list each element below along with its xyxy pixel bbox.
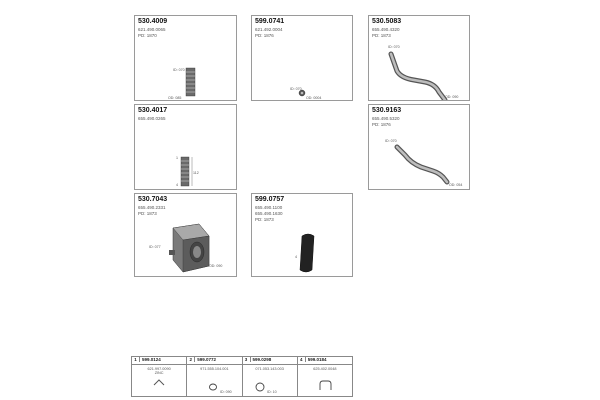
hanger-icon xyxy=(298,375,353,397)
dim-label: 4 xyxy=(295,255,297,259)
part-note: PD: 1876 xyxy=(255,33,274,38)
ring-clamp-icon xyxy=(243,375,298,397)
accessory-part-number: 599.0124 xyxy=(142,357,161,362)
dim-label: 1 xyxy=(176,156,178,160)
part-reference: 655.490.2331 xyxy=(138,205,166,210)
dim-label: 4 xyxy=(176,183,178,187)
part-card-530-9163[interactable] xyxy=(368,104,470,190)
part-reference: 655.490.4320 xyxy=(372,27,400,32)
dim-label: ID: 090 xyxy=(220,390,232,394)
dim-label: 112 xyxy=(193,171,199,175)
bracket-icon xyxy=(132,375,187,397)
part-number: 599.0741 xyxy=(255,18,285,25)
part-note: PD: 1873 xyxy=(372,33,391,38)
part-reference: 621.492.0004 xyxy=(255,27,283,32)
part-number: 599.0757 xyxy=(255,196,285,203)
accessory-reference: 621.997.0090 xyxy=(147,367,171,371)
bent-pipe-drawing xyxy=(369,105,470,190)
muffler-drawing xyxy=(135,194,237,277)
accessory-cell[interactable] xyxy=(242,357,297,397)
part-note: PD: 1876 xyxy=(372,122,391,127)
dim-label: ID: 070 xyxy=(290,87,302,91)
part-card-530-4017[interactable] xyxy=(134,104,237,190)
dim-label: ID: 10 xyxy=(266,390,277,394)
dim-label: OD: 090 xyxy=(209,264,223,268)
clamp-ring-drawing xyxy=(252,16,353,101)
accessory-index: 2 xyxy=(187,357,195,362)
accessory-reference-2: ZINC xyxy=(154,371,164,375)
part-card-599-0757[interactable] xyxy=(251,193,353,277)
accessory-part-number: 599.0184 xyxy=(307,357,327,362)
part-reference: 655.490.5320 xyxy=(372,116,400,121)
accessory-part-number: 599.0298 xyxy=(252,357,272,362)
clamp-icon xyxy=(187,375,242,397)
part-card-530-7043[interactable] xyxy=(134,193,237,277)
accessory-cell[interactable] xyxy=(297,357,352,397)
flex-pipe-drawing xyxy=(135,16,237,101)
part-number: 530.4017 xyxy=(138,107,168,114)
accessory-cell[interactable] xyxy=(187,357,242,397)
part-card-530-5083[interactable] xyxy=(368,15,470,101)
dim-label: OD: 054 xyxy=(449,183,463,187)
dim-label: ID: 077 xyxy=(149,245,161,249)
accessory-index: 4 xyxy=(298,357,306,362)
part-note: PD: 1873 xyxy=(255,217,274,222)
accessory-cell[interactable] xyxy=(132,357,187,397)
part-number: 530.5083 xyxy=(372,18,402,25)
accessory-reference: 625.402.0048 xyxy=(313,367,337,371)
part-card-599-0741[interactable] xyxy=(251,15,353,101)
part-reference: 621.490.0065 xyxy=(138,27,166,32)
part-reference-2: 655.490.1630 xyxy=(255,211,283,216)
part-note: PD: 1870 xyxy=(138,33,157,38)
part-card-530-4009[interactable] xyxy=(134,15,237,101)
part-number: 530.4009 xyxy=(138,18,168,25)
part-note: PD: 1873 xyxy=(138,211,157,216)
accessory-reference: 071.053.143.003 xyxy=(255,367,284,371)
dim-label: ID: 070 xyxy=(385,139,397,143)
part-number: 530.7043 xyxy=(138,196,168,203)
dim-label: OD: 085 xyxy=(168,96,182,100)
accessory-part-number: 599.0772 xyxy=(197,357,217,362)
dim-label: OD: 0004 xyxy=(306,96,322,100)
accessory-reference: 971.555.104.001 xyxy=(200,367,229,371)
bent-pipe-drawing xyxy=(369,16,470,101)
dim-label: ID: 070 xyxy=(388,45,400,49)
accessory-index: 1 xyxy=(132,357,140,362)
dim-label: ID: 070 xyxy=(173,68,185,72)
flex-pipe-drawing xyxy=(135,105,237,190)
accessories-table xyxy=(131,356,353,397)
part-reference: 655.490.0265 xyxy=(138,116,166,121)
dim-label: OD: 090 xyxy=(445,95,459,99)
part-reference: 655.490.1100 xyxy=(255,205,283,210)
heat-shield-drawing xyxy=(252,194,353,277)
part-number: 530.9163 xyxy=(372,107,402,114)
accessory-index: 3 xyxy=(243,357,251,362)
